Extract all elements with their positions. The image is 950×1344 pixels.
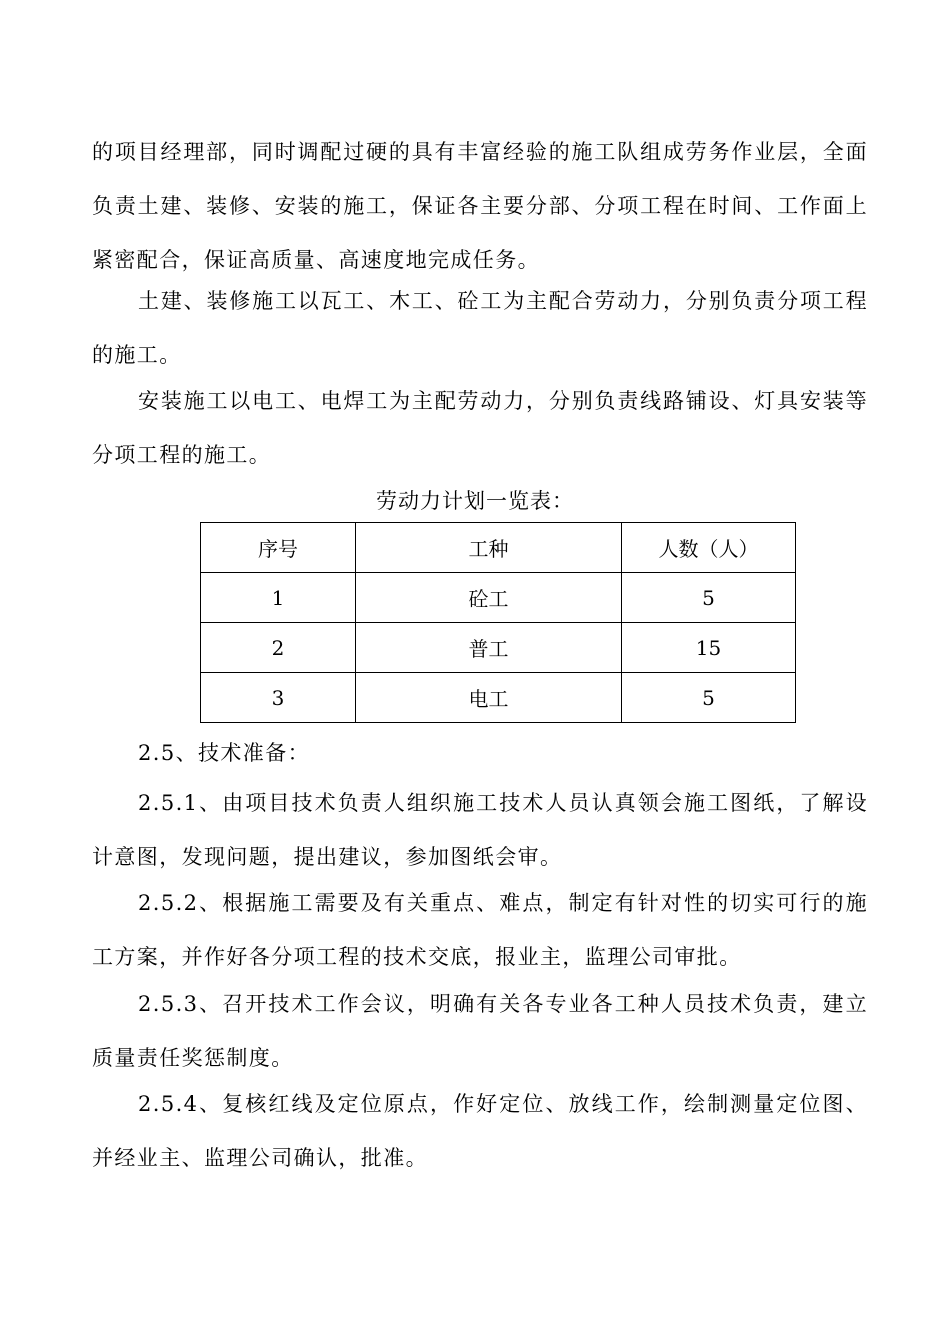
cell-index: 3 [201, 673, 356, 723]
header-cell-count: 人数（人） [622, 523, 796, 573]
header-cell-index: 序号 [201, 523, 356, 573]
body-paragraph: 2.5.1、由项目技术负责人组织施工技术人员认真领会施工图纸，了解设计意图，发现问题，提出建议，参加图纸会审。 [92, 791, 868, 869]
cell-index: 2 [201, 623, 356, 673]
body-paragraph: 土建、装修施工以瓦工、木工、砼工为主配合劳动力，分别负责分项工程的施工。 [92, 289, 868, 367]
cell-count: 5 [622, 673, 796, 723]
body-paragraph: 安装施工以电工、电焊工为主配劳动力，分别负责线路铺设、灯具安装等分项工程的施工。 [92, 389, 868, 467]
cell-trade: 普工 [356, 623, 622, 673]
table-row [201, 573, 796, 623]
labor-plan-table [200, 522, 796, 723]
section-heading: 2.5、技术准备： [138, 741, 310, 765]
cell-index: 1 [201, 573, 356, 623]
body-paragraph: 2.5.4、复核红线及定位原点，作好定位、放线工作，绘制测量定位图、并经业主、监理公司确认，批准。 [92, 1092, 868, 1170]
table-header-row [201, 523, 796, 573]
table-caption: 劳动力计划一览表： [376, 489, 574, 513]
cell-count: 5 [622, 573, 796, 623]
body-paragraph: 2.5.3、召开技术工作会议，明确有关各专业各工种人员技术负责，建立质量责任奖惩制度。 [92, 992, 868, 1070]
table-row [201, 623, 796, 673]
table-row [201, 673, 796, 723]
cell-count: 15 [622, 623, 796, 673]
body-paragraph: 的项目经理部，同时调配过硬的具有丰富经验的施工队组成劳务作业层，全面负责土建、装修、安装的施工，保证各主要分部、分项工程在时间、工作面上紧密配合，保证高质量、高速度地完成任务。 [92, 140, 868, 272]
body-paragraph: 2.5.2、根据施工需要及有关重点、难点，制定有针对性的切实可行的施工方案，并作好各分项工程的技术交底，报业主，监理公司审批。 [92, 891, 868, 969]
header-cell-trade: 工种 [356, 523, 622, 573]
cell-trade: 电工 [356, 673, 622, 723]
cell-trade: 砼工 [356, 573, 622, 623]
